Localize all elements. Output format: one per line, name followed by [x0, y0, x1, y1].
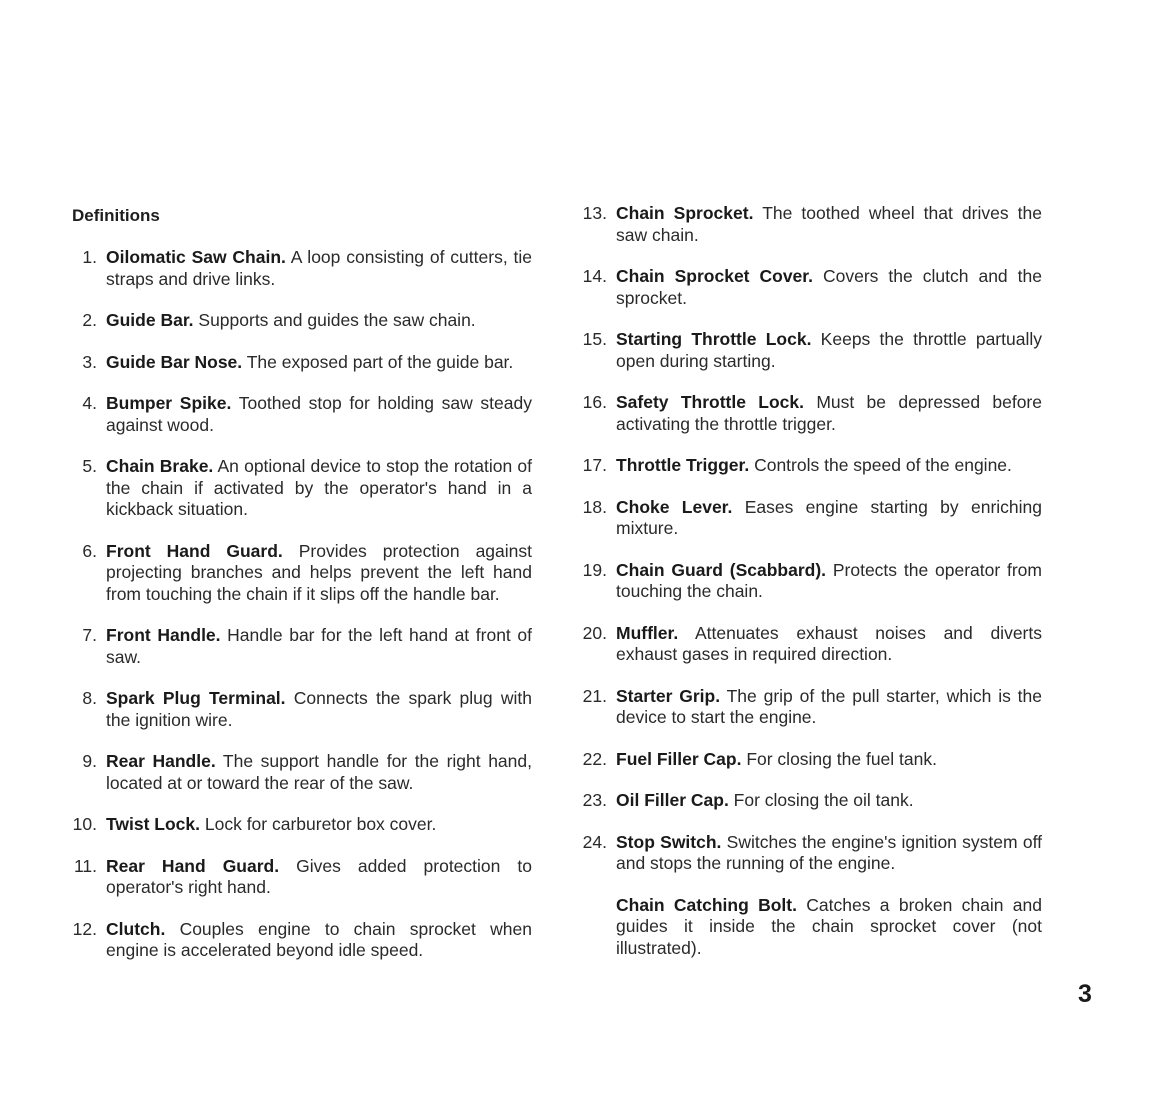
item-number: 15. — [582, 329, 607, 349]
item-number: 9. — [82, 751, 97, 771]
item-number: 7. — [82, 625, 97, 645]
definition-item — [580, 266, 1042, 309]
item-description: For closing the oil tank. — [728, 790, 914, 810]
definition-item — [580, 749, 1042, 771]
item-number: 13. — [582, 203, 607, 223]
item-number: 12. — [72, 918, 97, 939]
item-number: 5. — [82, 456, 97, 476]
item-description: The support handle for the right hand, located at or toward the rear of the saw. — [106, 751, 532, 793]
definition-item — [580, 203, 1042, 246]
item-description: An optional device to stop the rotation of the chain if activated by the operator's hand in a kickback situation. — [106, 456, 532, 519]
item-number: 11. — [73, 855, 97, 876]
item-term: Chain Sprocket. — [616, 203, 754, 223]
item-description: The exposed part of the guide bar. — [242, 351, 514, 372]
definition-item — [70, 456, 532, 521]
item-description: Connects the spark plug with the ignition wire. — [106, 688, 533, 730]
item-term: Starter Grip. — [616, 685, 721, 706]
definition-item — [70, 247, 532, 290]
item-term: Chain Catching Bolt. — [616, 894, 797, 915]
definition-item — [70, 814, 532, 836]
definition-item — [580, 790, 1042, 812]
item-number: 22. — [582, 748, 607, 769]
item-number: 16. — [582, 392, 607, 412]
definitions-left-column — [70, 247, 532, 982]
item-description: Couples engine to chain sprocket when engine is accelerated beyond idle speed. — [106, 918, 532, 960]
definition-item — [70, 541, 532, 606]
item-term: Muffler. — [616, 622, 679, 643]
item-description: Attenuates exhaust noises and diverts exhaust gases in required direction. — [616, 622, 1042, 664]
item-description: The toothed wheel that drives the saw chain. — [616, 203, 1042, 245]
item-number: 21. — [582, 685, 607, 706]
item-number: 2. — [82, 310, 97, 330]
item-description: Must be depressed before activating the throttle trigger. — [616, 392, 1042, 434]
item-term: Oilomatic Saw Chain. — [106, 247, 286, 267]
item-description: Gives added protection to operator's right hand. — [106, 855, 532, 897]
item-term: Chain Sprocket Cover. — [616, 266, 813, 286]
item-term: Spark Plug Terminal. — [106, 688, 286, 708]
definition-item — [70, 625, 532, 668]
item-description: Handle bar for the left hand at front of saw. — [106, 625, 532, 667]
item-term: Throttle Trigger. — [616, 455, 750, 475]
item-number: 6. — [82, 540, 97, 561]
definition-item — [580, 329, 1042, 372]
item-term: Bumper Spike. — [106, 393, 232, 413]
section-heading: Definitions — [72, 206, 160, 225]
item-number: 24. — [582, 831, 607, 852]
item-number: 19. — [582, 559, 607, 580]
item-term: Oil Filler Cap. — [616, 790, 729, 810]
item-number: 4. — [82, 393, 97, 413]
item-term: Guide Bar. — [106, 310, 194, 330]
definition-item — [580, 895, 1042, 960]
item-number: 8. — [82, 688, 97, 708]
item-term: Choke Lever. — [616, 496, 733, 517]
definition-item — [70, 856, 532, 899]
item-term: Clutch. — [106, 918, 166, 939]
item-number: 1. — [82, 247, 97, 267]
item-description: Toothed stop for holding saw steady against wood. — [106, 393, 532, 435]
item-term: Chain Guard (Scabbard). — [616, 559, 827, 580]
definitions-right-column — [580, 203, 1042, 979]
definition-item — [580, 455, 1042, 477]
item-description: Keeps the throttle partually open during starting. — [616, 329, 1042, 371]
item-term: Rear Handle. — [106, 751, 216, 771]
item-number: 18. — [582, 496, 607, 517]
item-description: The grip of the pull starter, which is the device to start the engine. — [616, 685, 1042, 727]
item-term: Safety Throttle Lock. — [616, 392, 804, 412]
item-term: Chain Brake. — [106, 456, 214, 476]
definition-item — [580, 832, 1042, 875]
definition-item — [70, 688, 532, 731]
item-number: 10. — [72, 814, 97, 834]
definition-item — [580, 392, 1042, 435]
page-number: 3 — [1078, 980, 1092, 1008]
item-description: Covers the clutch and the sprocket. — [616, 266, 1042, 308]
definition-item — [70, 751, 532, 794]
item-term: Stop Switch. — [616, 831, 722, 852]
item-description: Supports and guides the saw chain. — [193, 310, 476, 330]
item-description: A loop consisting of cutters, tie straps and drive links. — [106, 247, 532, 289]
item-term: Guide Bar Nose. — [106, 351, 243, 372]
item-description: Protects the operator from touching the chain. — [616, 559, 1042, 601]
item-number: 3. — [82, 351, 97, 372]
item-term: Fuel Filler Cap. — [616, 748, 742, 769]
item-number: 23. — [582, 790, 607, 810]
definition-item — [70, 393, 532, 436]
item-description: Eases engine starting by enriching mixture. — [616, 496, 1042, 538]
item-description: Lock for carburetor box cover. — [200, 814, 437, 834]
item-description: Provides protection against projecting branches and helps prevent the left hand from touching the chain if it slips off the handle bar. — [106, 540, 532, 604]
definition-item — [580, 623, 1042, 666]
definition-item — [580, 497, 1042, 540]
definition-item — [580, 560, 1042, 603]
item-term: Twist Lock. — [106, 814, 200, 834]
item-number: 20. — [582, 622, 607, 643]
item-term: Rear Hand Guard. — [106, 855, 280, 876]
item-description: Switches the engine's ignition system off and stops the running of the engine. — [616, 831, 1043, 873]
item-description: Controls the speed of the engine. — [749, 455, 1012, 475]
item-term: Starting Throttle Lock. — [616, 329, 812, 349]
item-description: Catches a broken chain and guides it inside the chain sprocket cover (not illustrated). — [616, 894, 1042, 958]
definition-item — [70, 919, 532, 962]
definition-item — [70, 352, 532, 374]
item-term: Front Handle. — [106, 625, 221, 645]
item-number: 14. — [582, 266, 607, 286]
definition-item — [580, 686, 1042, 729]
item-term: Front Hand Guard. — [106, 540, 283, 561]
item-number: 17. — [582, 455, 607, 475]
item-description: For closing the fuel tank. — [741, 748, 937, 769]
definition-item — [70, 310, 532, 332]
